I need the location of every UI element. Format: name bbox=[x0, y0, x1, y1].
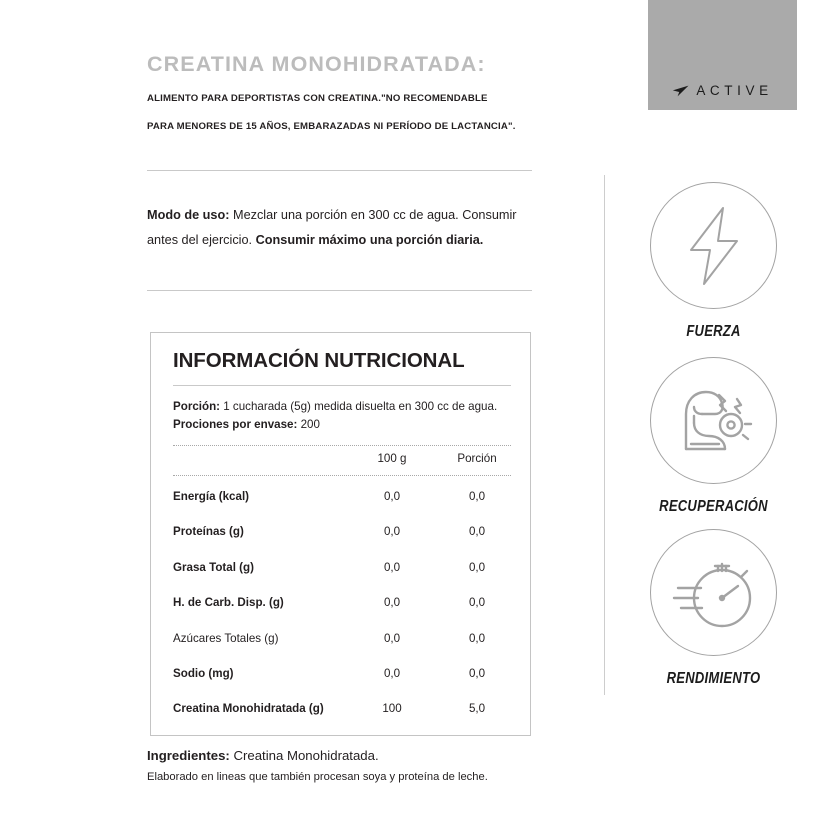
portion-info bbox=[173, 398, 513, 433]
brand-benefits-panel bbox=[604, 0, 823, 823]
column-header-portion: Porción bbox=[457, 452, 497, 465]
nutrient-value-portion: 0,0 bbox=[468, 596, 486, 610]
nutrient-label: Creatina Monohidratada (g) bbox=[173, 702, 324, 716]
table-dotted-divider-top bbox=[173, 445, 511, 446]
legal-warning-line-2: PARA MENORES DE 15 AÑOS, EMBARAZADAS NI PERÍODO DE LACTANCIA". bbox=[147, 121, 516, 132]
nutrient-label: Proteínas (g) bbox=[173, 525, 244, 539]
nutrient-value-100g: 0,0 bbox=[383, 596, 401, 610]
nutrition-facts-box bbox=[150, 332, 531, 736]
divider-top bbox=[147, 170, 532, 171]
nutrition-title-divider bbox=[173, 385, 511, 386]
benefit-fuerza bbox=[604, 182, 823, 341]
nutrient-value-portion: 0,0 bbox=[468, 490, 486, 503]
flexed-bicep-icon bbox=[669, 381, 759, 461]
nutrient-label: Azúcares Totales (g) bbox=[173, 631, 279, 645]
nutrient-value-portion: 0,0 bbox=[468, 525, 486, 539]
ingredients-line bbox=[147, 748, 379, 763]
servings-label: Prociones por envase: bbox=[173, 417, 298, 431]
table-row bbox=[151, 627, 530, 662]
benefit-label: FUERZA bbox=[686, 323, 741, 340]
stopwatch-icon bbox=[668, 552, 760, 634]
page-title: CREATINA MONOHIDRATADA: bbox=[147, 52, 486, 76]
benefit-icon-circle bbox=[650, 529, 777, 656]
benefit-label: RENDIMIENTO bbox=[666, 670, 761, 687]
brand-logo bbox=[648, 83, 797, 98]
ingredients-value: Creatina Monohidratada. bbox=[229, 748, 379, 763]
nutrient-value-portion: 5,0 bbox=[468, 702, 486, 716]
usage-instructions bbox=[147, 203, 537, 253]
table-row bbox=[151, 697, 530, 732]
ingredients-label: Ingredientes: bbox=[147, 748, 230, 763]
nutrient-value-100g: 0,0 bbox=[383, 490, 401, 503]
nutrient-label: Sodio (mg) bbox=[173, 666, 234, 680]
nutrient-value-portion: 0,0 bbox=[468, 560, 486, 574]
servings-value: 200 bbox=[297, 417, 320, 431]
nutrient-value-portion: 0,0 bbox=[468, 631, 486, 645]
brand-logo-box bbox=[648, 0, 797, 110]
table-row bbox=[151, 485, 530, 520]
nutrient-value-100g: 0,0 bbox=[383, 631, 401, 645]
table-row bbox=[151, 662, 530, 697]
nutrient-value-100g: 0,0 bbox=[383, 525, 401, 539]
nutrient-value-100g: 0,0 bbox=[383, 560, 401, 574]
allergen-disclaimer: Elaborado en lineas que también procesan soya y proteína de leche. bbox=[147, 771, 488, 783]
divider-middle bbox=[147, 290, 532, 291]
table-dotted-divider-bottom bbox=[173, 475, 511, 476]
usage-emphasis: Consumir máximo una porción diaria. bbox=[255, 232, 484, 247]
lightning-bolt-icon bbox=[677, 205, 751, 287]
benefit-icon-circle bbox=[650, 182, 777, 309]
nutrition-table bbox=[151, 485, 530, 733]
portion-value: 1 cucharada (5g) medida disuelta en 300 cc de agua. bbox=[220, 400, 498, 413]
usage-label: Modo de uso: bbox=[147, 208, 230, 222]
column-header-100g: 100 g bbox=[377, 452, 407, 465]
nutrient-value-100g: 100 bbox=[382, 702, 402, 716]
benefit-recuperacion bbox=[604, 357, 823, 516]
servings-row bbox=[173, 416, 513, 434]
brand-name: ACTIVE bbox=[696, 83, 773, 98]
benefit-rendimiento bbox=[604, 529, 823, 688]
table-row bbox=[151, 520, 530, 555]
benefit-icon-circle bbox=[650, 357, 777, 484]
nutrition-title: INFORMACIÓN NUTRICIONAL bbox=[173, 349, 465, 372]
benefit-label: RECUPERACIÓN bbox=[659, 498, 768, 515]
nutrient-label: Energía (kcal) bbox=[173, 490, 250, 503]
table-row bbox=[151, 556, 530, 591]
legal-warning-line-1: ALIMENTO PARA DEPORTISTAS CON CREATINA."NO RECOMENDABLE bbox=[147, 93, 488, 104]
portion-row bbox=[173, 398, 513, 416]
usage-text: Mezclar una porción en 300 cc de agua. Consumir antes del ejercicio. bbox=[147, 208, 517, 247]
table-row bbox=[151, 591, 530, 626]
nutrient-value-100g: 0,0 bbox=[383, 666, 401, 680]
nutrient-label: H. de Carb. Disp. (g) bbox=[173, 596, 284, 610]
portion-label: Porción: bbox=[173, 400, 221, 413]
nutrient-value-portion: 0,0 bbox=[468, 666, 486, 680]
active-triangle-mark-icon bbox=[672, 85, 689, 97]
nutrient-label: Grasa Total (g) bbox=[173, 560, 254, 574]
